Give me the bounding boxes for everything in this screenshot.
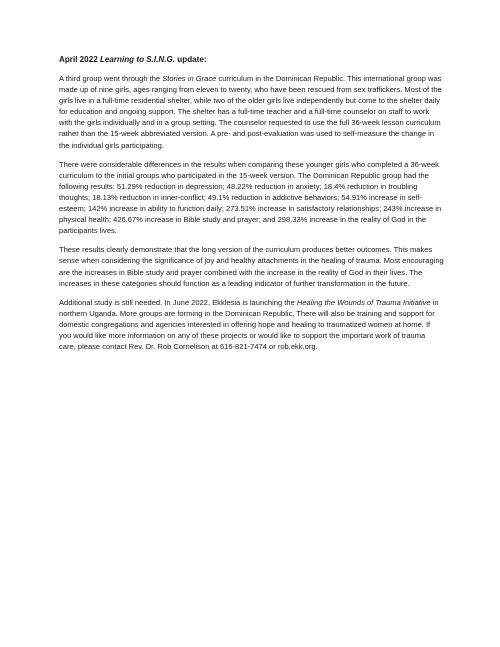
heading-suffix: update: bbox=[175, 55, 207, 64]
paragraph-group-description bbox=[59, 73, 444, 151]
paragraph-1-part-1: A third group went through the bbox=[59, 74, 163, 83]
paragraph-next-steps bbox=[59, 297, 444, 352]
paragraph-4-part-2: in northern Uganda. More groups are forming in the Dominican Republic. There will also be training and support for domestic congregations and agencies interested in offering hope and healing to traumatized women at home. If you would like more information on any of these projects or would like to support the important work of trauma care, please contact Rev. Dr. Rob Cornelison at 616-821-7474 or rob.ekk.org. bbox=[59, 297, 439, 352]
paragraph-results: There were considerable differences in the results when comparing these younger girls who completed a 36-week curriculum to the initial groups who participated in the 15-week version. The Dominican Republic group had the following results: 51.29% reduction in depression; 48.22% reduction in anxiety; 18.4% reduction in troubling thoughts; 18.13% reduction in inner-conflict; 49.1% reduction in addictive behaviors; 54.91% increase in self-esteem; 142% increase in ability to function daily; 273.51% increase in satisfactory relationships; 243% increase in physical health; 426.67% increase in Bible study and prayer; and 298.33% increase in the reality of God in the participants lives. bbox=[59, 159, 442, 236]
document-page bbox=[59, 54, 444, 352]
paragraph-conclusions: These results clearly demonstrate that the long version of the curriculum produces better outcomes. This makes sense when considering the significance of joy and healthy attachments in the healing of trauma. Most encouraging are the increases in Bible study and prayer combined with the increase in the reality of God in their lives. The increases in these categories should function as a leading indicator of further transformation in the future. bbox=[59, 245, 444, 288]
heading-prefix: April 2022 bbox=[59, 55, 100, 64]
initiative-title: Healing the Wounds of Trauma Initiative bbox=[296, 297, 431, 307]
paragraph-4-part-1: Additional study is still needed. In June 2022, Ekklesia is launching the bbox=[59, 297, 297, 307]
heading-title: Learning to S.I.N.G. bbox=[99, 55, 176, 64]
curriculum-title: Stories in Grace bbox=[162, 74, 217, 83]
update-heading bbox=[59, 54, 444, 65]
paragraph-1-part-2: curriculum in the Dominican Republic. This international group was made up of nine girls, ages ranging from eleven to twenty, who have been rescued from sex traffickers. Most of the girls live in a full-time residential shelter, while two of the older girls live independently but come to the shelter daily for education and ongoing support. The shelter has a full-time teacher and a full-time counselor on staff to work with the girls individually and in a group setting. The counselor requested to use the full 36-week lesson curriculum rather than the 15-week abbreviated version. A pre- and post-evaluation was used to self-measure the change in the individual girls participating. bbox=[59, 74, 442, 150]
